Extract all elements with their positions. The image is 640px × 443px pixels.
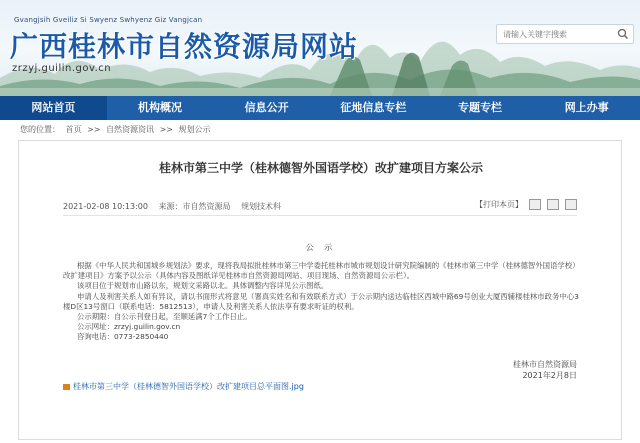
site-title[interactable]: 广西桂林市自然资源局网站 [10, 30, 359, 63]
signature-org: 桂林市自然资源局 [513, 360, 577, 369]
site-url: zrzyj.guilin.gov.cn [12, 63, 112, 74]
search-input[interactable] [503, 27, 603, 41]
article-body [63, 261, 581, 343]
source-label: 来源： [158, 202, 183, 211]
header-banner [0, 0, 640, 96]
search-icon[interactable] [616, 28, 630, 40]
article-date: 2021-02-08 10:13:00 [63, 202, 148, 211]
breadcrumb-prefix: 您的位置： [20, 125, 60, 134]
nav-item-info[interactable]: 信息公开 [244, 101, 289, 114]
article-title: 桂林市第三中学（桂林德智外国语学校）改扩建项目方案公示 [158, 161, 483, 175]
nav-item-services[interactable]: 网上办事 [564, 101, 609, 114]
body-paragraph: 公示网址：zrzyj.guilin.gov.cn [77, 322, 181, 332]
breadcrumb-news[interactable]: 自然资源资讯 [106, 125, 155, 134]
breadcrumb-sep: >> [87, 125, 101, 134]
image-file-icon [63, 384, 70, 390]
site-pinyin: Gvangjsih Gveiliz Si Swyenz Swhyenz Giz Vangjcan [14, 16, 203, 24]
signature-date: 2021年2月8日 [522, 371, 577, 380]
nav-item-home[interactable]: 网站首页 [0, 96, 107, 120]
article-meta [63, 201, 289, 212]
favorite-icon[interactable] [529, 199, 541, 210]
notice-heading: 公 示 [305, 243, 337, 252]
breadcrumb-sep: >> [159, 125, 173, 134]
nav-item-about[interactable]: 机构概况 [138, 101, 182, 114]
attachment-name[interactable]: 桂林市第三中学（桂林德智外国语学校）改扩建项目总平面图.jpg [73, 382, 304, 391]
close-icon[interactable] [565, 199, 577, 210]
attachment-link[interactable] [63, 381, 304, 392]
body-paragraph: 公示期限：自公示刊登日起，至顺延满7个工作日止。 [77, 312, 252, 322]
article-department: 规划技术科 [241, 202, 282, 211]
main-nav [0, 96, 640, 120]
body-paragraph: 咨询电话：0773-2850440 [77, 332, 169, 342]
signature [513, 359, 577, 381]
article-tools [475, 199, 577, 210]
body-paragraph: 根据《中华人民共和国城乡规划法》要求，现将我局拟批桂林市第三中学委托桂林市城市规划设计研究院编制的《桂林市第三中学（桂林德智外国语学校）改扩建项目》方案予以公示（具体内容及图纸详见桂林市自然资源局网站、项目现场、自然资源局公示栏）。 [63, 261, 580, 281]
breadcrumb-home[interactable]: 首页 [65, 125, 82, 134]
body-paragraph: 该项目位于规划市山路以东，规划文采路以北。具体调整内容详见公示图纸。 [77, 281, 329, 291]
divider [63, 215, 577, 216]
search-box [496, 24, 634, 44]
article-panel [18, 140, 622, 440]
nav-item-land[interactable]: 征地信息专栏 [340, 101, 407, 114]
share-icon[interactable] [547, 199, 559, 210]
body-paragraph: 申请人及利害关系人如有异议，请以书面形式将意见（署真实姓名和有效联系方式）于公示期内送达临桂区西城中路69号创业大厦西辅楼桂林市政务中心3楼D区13号窗口（联系电话：5812513），申请人及利害关系人依法享有要求听证的权利。 [63, 291, 579, 311]
print-link[interactable]: 【打印本页】 [475, 200, 523, 209]
nav-item-topics[interactable]: 专题专栏 [458, 101, 503, 114]
article-source: 市自然资源局 [182, 202, 231, 211]
breadcrumb [20, 124, 214, 135]
breadcrumb-current[interactable]: 规划公示 [178, 125, 211, 134]
